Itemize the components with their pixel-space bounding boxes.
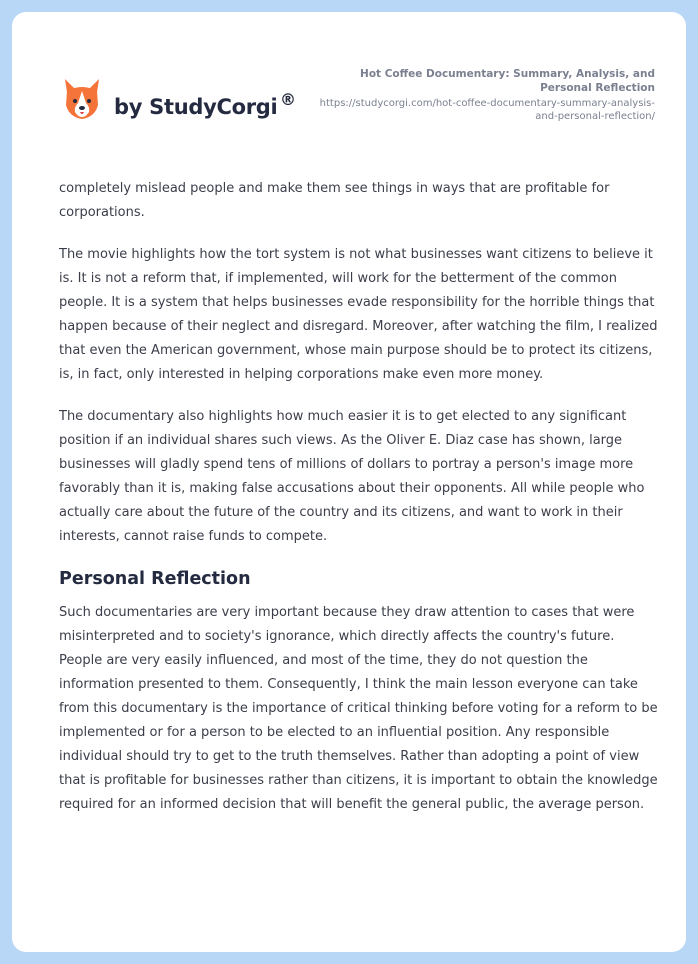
document-meta xyxy=(315,67,655,123)
document-content xyxy=(59,177,659,835)
body-paragraph: completely mislead people and make them see things in ways that are profitable for corporations. xyxy=(59,181,610,220)
body-paragraph: The documentary also highlights how much easier it is to get elected to any significant position if an individual shares such views. As the Oliver E. Diaz case has shown, large businesses will gladly spend tens of millions of dollars to portray a person's image more favorably than it is, making false accusations about their opponents. All while people who actually care about the future of the country and its citizens, and want to work in their interests, cannot raise funds to compete. xyxy=(59,409,645,544)
document-page xyxy=(12,12,686,952)
document-url[interactable]: https://studycorgi.com/hot-coffee-documentary-summary-analysis-and-personal-reflection/ xyxy=(319,98,655,122)
document-title: Hot Coffee Documentary: Summary, Analysis, and Personal Reflection xyxy=(360,68,655,94)
studycorgi-logo[interactable] xyxy=(62,77,312,141)
body-paragraph: The movie highlights how the tort system is not what businesses want citizens to believe it is. It is not a reform that, if implemented, will work for the betterment of the common people. It is a system that helps businesses evade responsibility for the horrible things that happen because of their neglect and disregard. Moreover, after watching the film, I realized that even the American government, whose main purpose should be to protect its citizens, is, in fact, only interested in helping corporations make even more money. xyxy=(59,247,658,382)
registered-mark: ® xyxy=(280,90,296,109)
brand-name: by StudyCorgi xyxy=(114,95,278,119)
body-paragraph: Such documentaries are very important because they draw attention to cases that were misinterpreted and to society's ignorance, which directly affects the country's future. People are very easily influenced, and most of the time, they do not question the information presented to them. Consequently, I think the main lesson everyone can take from this documentary is the importance of critical thinking before voting for a reform to be implemented or for a person to be elected to an influential position. Any responsible individual should try to get to the truth themselves. Rather than adopting a point of view that is profitable for businesses rather than citizens, it is important to obtain the knowledge required for an informed decision that will benefit the general public, the average person. xyxy=(59,605,658,812)
section-heading: Personal Reflection xyxy=(59,569,251,589)
corgi-logo-icon xyxy=(62,77,102,121)
